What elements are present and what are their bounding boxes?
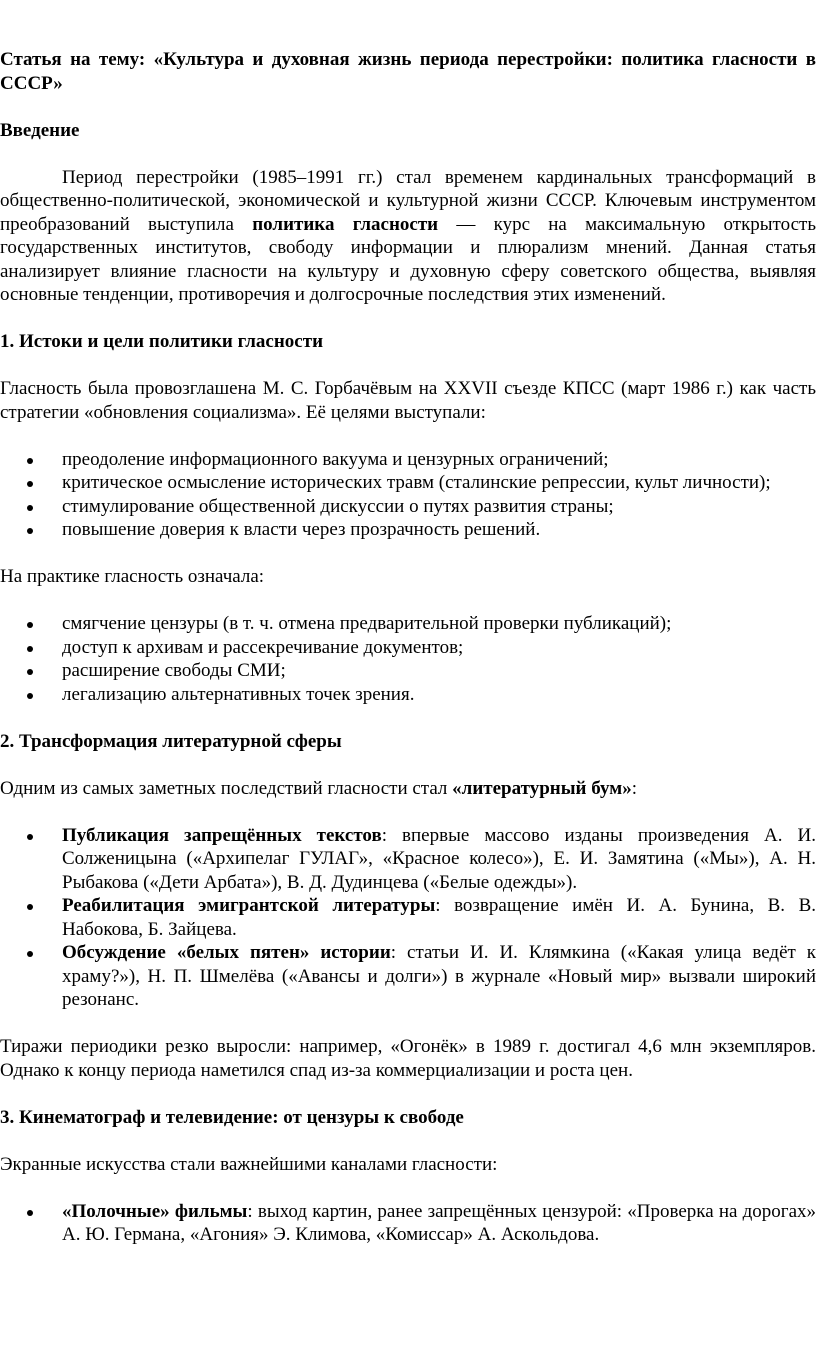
list-item: преодоление информационного вакуума и цензурных ограничений; — [0, 448, 816, 472]
list-item: Реабилитация эмигрантской литературы: возвращение имён И. А. Бунина, В. В. Набокова, Б. Зайцева. — [0, 894, 816, 941]
bullet-icon — [27, 458, 33, 464]
section3-heading: 3. Кинематограф и телевидение: от цензуры к свободе — [0, 1106, 464, 1128]
section2-paragraph: Одним из самых заметных последствий гласности стал «литературный бум»: — [0, 777, 637, 799]
list-item: доступ к архивам и рассекречивание документов; — [0, 636, 816, 660]
list-item: смягчение цензуры (в т. ч. отмена предварительной проверки публикаций); — [0, 612, 816, 636]
practice-list — [0, 612, 816, 706]
list-item: повышение доверия к власти через прозрачность решений. — [0, 518, 816, 542]
section3-paragraph: Экранные искусства стали важнейшими каналами гласности: — [0, 1153, 498, 1175]
section1-heading: 1. Истоки и цели политики гласности — [0, 331, 324, 352]
bullet-icon — [27, 481, 33, 487]
circulation-paragraph: Тиражи периодики резко выросли: например, «Огонёк» в 1989 г. достигал 4,6 млн экземпляров. Однако к концу периода наметился спад из-за коммерциализации и роста цен. — [0, 1036, 816, 1081]
article-title: Статья на тему: «Культура и духовная жизнь периода перестройки: политика гласности в СССР» — [0, 49, 816, 94]
list-item: Обсуждение «белых пятен» истории: статьи И. И. Клямкина («Какая улица ведёт к храму?»), Н. П. Шмелёва («Авансы и долги») в журнале «Новый мир» вызвали широкий резонанс. — [0, 941, 816, 1012]
bullet-icon — [27, 904, 33, 910]
bullet-icon — [27, 622, 33, 628]
goals-list — [0, 448, 816, 542]
list-item: критическое осмысление исторических травм (сталинские репрессии, культ личности); — [0, 471, 816, 495]
intro-paragraph: Период перестройки (1985–1991 гг.) стал временем кардинальных трансформаций в общественно-политической, экономической и культурной жизни СССР. Ключевым инструментом преобразований выступила политика гласности — курс на максимальную открытость государственных институтов, свободу информации и плюрализм мнений. Данная статья анализирует влияние гласности на культуру и духовную сферу советского общества, выявляя основные тенденции, противоречия и долгосрочные последствия этих изменений. — [0, 166, 816, 305]
intro-heading: Введение — [0, 119, 80, 141]
cinema-list — [0, 1200, 816, 1247]
bullet-icon — [27, 834, 33, 840]
list-item: стимулирование общественной дискуссии о путях развития страны; — [0, 495, 816, 519]
list-item: легализацию альтернативных точек зрения. — [0, 683, 816, 707]
bullet-icon — [27, 646, 33, 652]
section1-paragraph: Гласность была провозглашена М. С. Горбачёвым на XXVII съезде КПСС (март 1986 г.) как часть стратегии «обновления социализма». Её целями выступали: — [0, 378, 816, 423]
section2-heading: 2. Трансформация литературной сферы — [0, 730, 342, 752]
bullet-icon — [27, 528, 33, 534]
list-item: расширение свободы СМИ; — [0, 659, 816, 683]
list-item: Публикация запрещённых текстов: впервые массово изданы произведения А. И. Солженицына («Архипелаг ГУЛАГ», «Красное колесо»), Е. И. Замятина («Мы»), А. Н. Рыбакова («Дети Арбата»), В. Д. Дудинцева («Белые одежды»). — [0, 824, 816, 895]
bullet-icon — [27, 505, 33, 511]
bullet-icon — [27, 693, 33, 699]
literature-list — [0, 824, 816, 1012]
bullet-icon — [27, 1210, 33, 1216]
list-item: «Полочные» фильмы: выход картин, ранее запрещённых цензурой: «Проверка на дорогах» А. Ю. Германа, «Агония» Э. Климова, «Комиссар» А. Аскольдова. — [0, 1200, 816, 1247]
bullet-icon — [27, 669, 33, 675]
practice-intro: На практике гласность означала: — [0, 566, 265, 587]
bullet-icon — [27, 951, 33, 957]
